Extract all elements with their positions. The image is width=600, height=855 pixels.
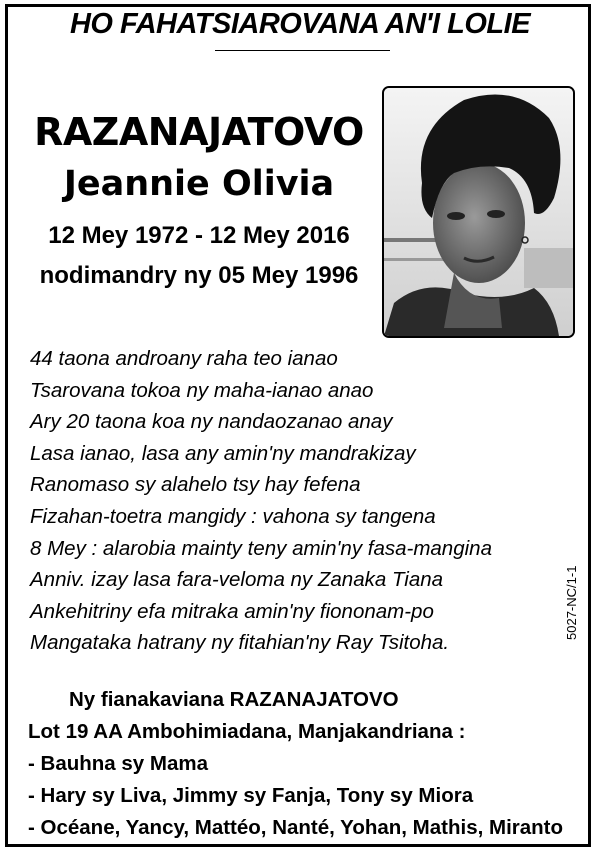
poem-line: Mangataka hatrany ny fitahian'ny Ray Tsitoha. <box>30 631 450 655</box>
poem-line: Tsarovana tokoa ny maha-ianao anao <box>30 378 374 402</box>
family-address: Lot 19 AA Ambohimiadana, Manjakandriana : <box>28 720 466 743</box>
portrait-photo-icon <box>384 88 573 336</box>
family-member-line: - Hary sy Liva, Jimmy sy Fanja, Tony sy Miora <box>28 784 474 807</box>
family-member-line: - Océane, Yancy, Mattéo, Nanté, Yohan, Mathis, Miranto <box>28 816 564 839</box>
poem-line: Anniv. izay lasa fara-veloma ny Zanaka Tiana <box>30 568 444 592</box>
memorial-poem <box>30 343 550 659</box>
poem-line: 44 taona androany raha teo ianao <box>30 347 338 370</box>
deceased-surname: RAZANAJATOVO <box>34 110 364 154</box>
family-member-line: - Bauhna sy Mama <box>28 752 208 775</box>
family-signature <box>28 684 588 844</box>
poem-line: 8 Mey : alarobia mainty teny amin'ny fasa-mangina <box>30 536 492 560</box>
reference-code: 5027-NC/1-1 <box>564 565 579 640</box>
poem-line: Fizahan-toetra mangidy : vahona sy tangena <box>30 504 436 528</box>
poem-line: Lasa ianao, lasa any amin'ny mandrakizay <box>30 441 416 465</box>
family-heading: Ny fianakaviana RAZANAJATOVO <box>69 688 399 711</box>
death-date: nodimandry ny 05 Mey 1996 <box>39 262 359 289</box>
portrait-photo <box>382 86 575 338</box>
poem-line: Ary 20 taona koa ny nandaozanao anay <box>30 410 393 434</box>
title-underline <box>215 50 390 51</box>
poem-line: Ankehitriny efa mitraka amin'ny fiononam-po <box>30 599 434 623</box>
life-dates: 12 Mey 1972 - 12 Mey 2016 <box>48 222 350 249</box>
poem-line: Ranomaso sy alahelo tsy hay fefena <box>30 473 361 497</box>
announcement-title: HO FAHATSIAROVANA AN'I LOLIE <box>69 8 531 40</box>
deceased-given-names: Jeannie Olivia <box>63 164 335 204</box>
